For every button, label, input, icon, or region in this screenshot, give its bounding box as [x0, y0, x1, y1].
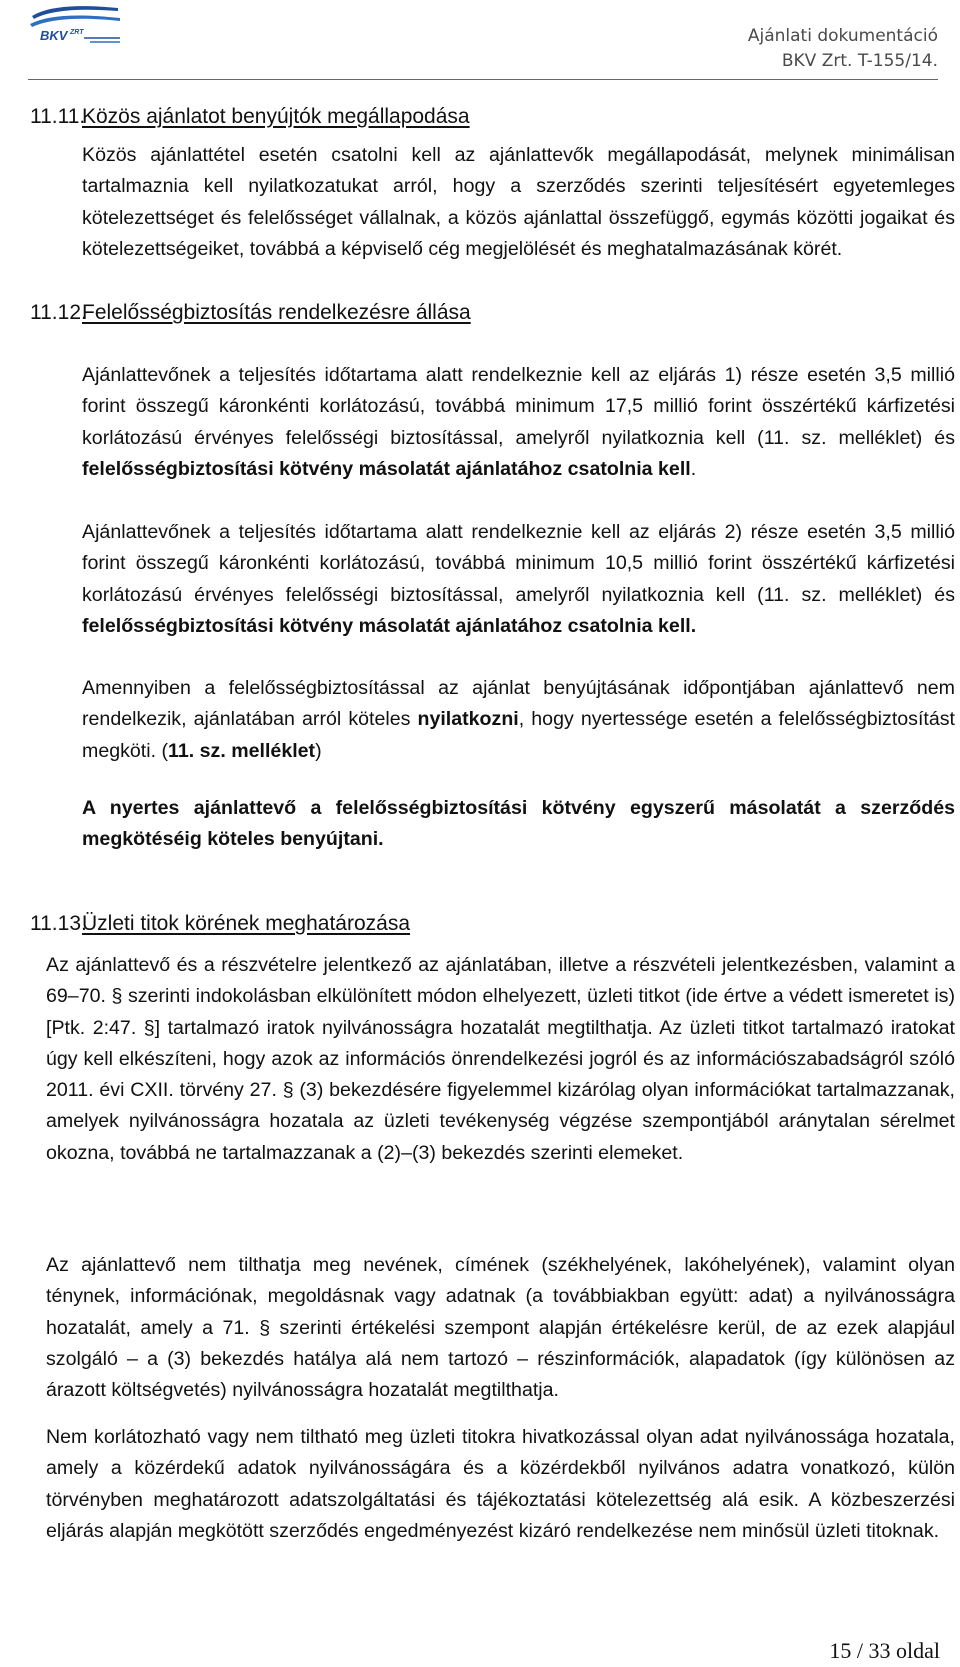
paragraph-text: Amennyiben a felelősségbiztosítással az ajánlat benyújtásának időpontjában ajánlattevő nem rendelkezik, ajánlatában arról köteles	[82, 677, 955, 731]
bkv-logo-icon	[28, 2, 122, 46]
section-11-13-paragraph-1: Az ajánlattevő és a részvételre jelentkező az ajánlatában, illetve a részvételi jelentkezésben, valamint a 69–70. § szerinti indokolásban elkülönített módon elhelyezett, üzleti titkot (ide értve a védett ismeretet is) [Ptk. 2:47. §] tartalmazó iratok nyilvánosságra hozatalát megtilthatja. Az üzleti titkot tartalmazó iratokat úgy kell elkészíteni, hogy azok az információs önrendelkezési jogról és az információszabadságról szóló 2011. évi CXII. törvény 27. § (3) bekezdésére figyelemmel kizárólag olyan információkat tartalmazzanak, amelyek nyilvánosságra hozatala az üzleti tevékenység végzése szempontjából aránytalan sérelmet okozna, továbbá ne tartalmazzanak a (2)–(3) bekezdés szerinti elemeket.	[46, 954, 955, 1164]
header-divider	[28, 79, 938, 80]
header-doc-info	[748, 24, 938, 74]
section-11-12-paragraph-3	[82, 673, 955, 767]
section-number: 11.11.	[30, 105, 86, 128]
paragraph-emphasis: nyilatkozni	[417, 708, 519, 731]
header-doc-type: Ajánlati dokumentáció	[747, 26, 938, 46]
paragraph-text: Ajánlattevőnek a teljesítés időtartama alatt rendelkeznie kell az eljárás 2) része esetén 3,5 millió forint összegű káronkénti korlátozású, továbbá minimum 10,5 millió forint összértékű kárfizetési korlátozású érvényes felelősségi biztosítással, amelyről nyilatkoznia kell (11. sz. melléklet) és	[82, 521, 955, 606]
paragraph-text: .	[690, 457, 697, 480]
section-11-13-paragraph-2: Az ajánlattevő nem tilthatja meg nevének, címének (székhelyének, lakóhelyének), valamint olyan ténynek, információnak, megoldásnak vagy adatnak (a továbbiakban együtt: adat) a nyilvánosságra hozatalát, amely a 71. § szerinti értékelési szempont alapján értékelésre kerül, de az ezek alapjául szolgáló – a (3) bekezdés hatálya alá nem tartozó – részinformációk, alapadatok (így különösen az árazott költségvetés) nyilvánosságra hozatalát megtilthatja.	[46, 1254, 955, 1402]
section-number: 11.13.	[30, 912, 87, 935]
section-heading-11-13	[30, 911, 410, 937]
section-11-11-text: Közös ajánlattétel esetén csatolni kell az ajánlattevők megállapodását, melynek minimálisan tartalmaznia kell nyilatkozatukat arról, hogy a szerződés szerinti teljesítésért egyetemleges kötelezettséget és felelősséget vállalnak, a közös ajánlattal összefüggő, egymás közötti jogaikat és kötelezettségeiket, továbbá a képviselő cég megjelölését és meghatalmazásának körét.	[82, 144, 955, 260]
section-title: Közös ajánlatot benyújtók megállapodása	[82, 105, 470, 128]
section-11-12-paragraph-2	[82, 517, 955, 642]
paragraph-text: , hogy nyertessége esetén a felelősségbiztosítást megköti. (	[82, 708, 955, 762]
page-number: 15 / 33 oldal	[829, 1638, 940, 1663]
section-title: Üzleti titok körének meghatározása	[82, 912, 410, 935]
section-11-12-paragraph-1	[82, 360, 955, 485]
paragraph-emphasis: felelősségbiztosítási kötvény másolatát ajánlatához csatolnia kell	[82, 457, 691, 480]
section-11-13-paragraph-3: Nem korlátozható vagy nem tiltható meg üzleti titokra hivatkozással olyan adat nyilvánossága hozatala, amely a közérdekű adatok nyilvánosságára és a közérdekből nyilvános adatra vonatkozó, külön törvényben meghatározott adatszolgáltatási és tájékoztatási kötelezettség alá esik. A közbeszerzési eljárás alapján megkötött szerződés engedményezést kizáró rendelkezése nem minősül üzleti titoknak.	[46, 1426, 955, 1542]
paragraph-emphasis: felelősségbiztosítási kötvény másolatát ajánlatához csatolnia kell.	[82, 614, 697, 637]
section-11-12-paragraph-4: A nyertes ajánlattevő a felelősségbiztosítási kötvény egyszerű másolatát a szerződés megkötéséig köteles benyújtani.	[82, 797, 955, 851]
svg-text:ZRT: ZRT	[70, 29, 84, 36]
paragraph-text: )	[315, 739, 322, 762]
page-header	[0, 0, 960, 80]
section-heading-11-12	[30, 300, 471, 326]
section-title: Felelősségbiztosítás rendelkezésre állása	[82, 301, 471, 324]
paragraph-emphasis: 11. sz. melléklet	[168, 739, 316, 762]
header-doc-ref: BKV Zrt. T-155/14.	[781, 51, 938, 71]
section-number: 11.12.	[30, 301, 87, 324]
paragraph-text: Ajánlattevőnek a teljesítés időtartama alatt rendelkeznie kell az eljárás 1) része esetén 3,5 millió forint összegű káronkénti korlátozású, továbbá minimum 17,5 millió forint összértékű kárfizetési korlátozású érvényes felelősségi biztosítással, amelyről nyilatkoznia kell (11. sz. melléklet) és	[82, 364, 955, 449]
svg-text:BKV: BKV	[40, 28, 68, 43]
section-heading-11-11	[30, 104, 470, 130]
